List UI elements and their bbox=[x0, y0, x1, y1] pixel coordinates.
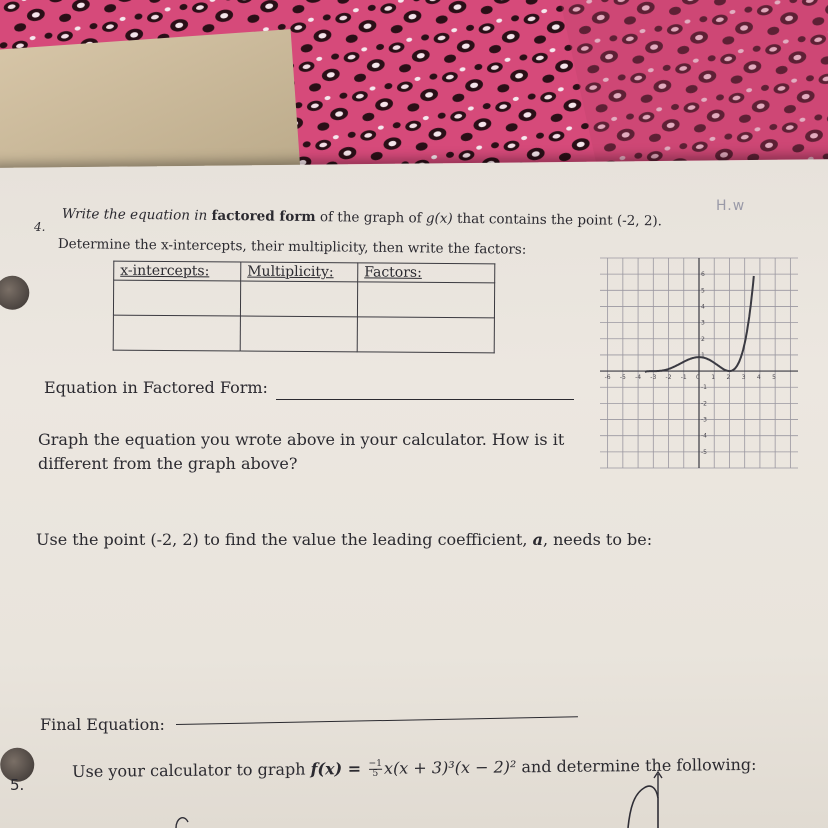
y-tick-label: 5 bbox=[701, 287, 705, 295]
question-number: 5. bbox=[10, 776, 25, 794]
handwritten-note: H.w bbox=[716, 198, 746, 214]
prompt-text: and determine the following: bbox=[516, 754, 757, 777]
calculator-question: Graph the equation you wrote above in your calculator. How is it different from the graph above? bbox=[38, 430, 565, 473]
y-tick-label: 3 bbox=[701, 319, 705, 327]
y-tick-label: 1 bbox=[701, 351, 705, 359]
table-row bbox=[113, 315, 494, 353]
y-tick-label: -5 bbox=[701, 448, 707, 456]
equation-answer-line[interactable] bbox=[276, 399, 574, 400]
table-cell[interactable] bbox=[357, 282, 494, 318]
x-tick-label: 2 bbox=[726, 374, 731, 382]
fraction-denominator: 5 bbox=[372, 768, 379, 779]
x-tick-label: 4 bbox=[756, 374, 761, 382]
fraction-numerator: −1 bbox=[368, 758, 382, 769]
prompt-emphasis: factored form bbox=[211, 207, 316, 226]
fraction bbox=[369, 760, 382, 779]
x-tick-labels bbox=[605, 374, 777, 381]
y-tick-label: -3 bbox=[701, 416, 707, 424]
coordinate-graph bbox=[596, 254, 802, 472]
table-header: Factors: bbox=[358, 263, 495, 283]
final-equation-label: Final Equation: bbox=[40, 715, 165, 734]
equation-label: Equation in Factored Form: bbox=[44, 378, 268, 397]
x-tick-label: -3 bbox=[650, 374, 657, 382]
intercepts-table bbox=[113, 261, 496, 354]
y-tick-label: 4 bbox=[701, 303, 705, 311]
table-row bbox=[113, 280, 494, 318]
coefficient-question bbox=[36, 530, 652, 549]
y-tick-label: -1 bbox=[701, 384, 707, 392]
coefficient-variable: a bbox=[532, 530, 543, 549]
x-tick-label: 1 bbox=[711, 374, 716, 382]
binder-hole bbox=[0, 276, 29, 310]
y-tick-label: 2 bbox=[701, 335, 705, 343]
function-name: g(x) bbox=[425, 210, 453, 227]
table-cell[interactable] bbox=[240, 281, 357, 317]
x-tick-label: 0 bbox=[696, 374, 700, 382]
question-4-instructions: Determine the x-intercepts, their multiplicity, then write the factors: bbox=[57, 236, 527, 258]
x-tick-label: -5 bbox=[619, 374, 626, 382]
y-tick-label: -4 bbox=[701, 432, 707, 440]
question-number: 4. bbox=[34, 220, 46, 234]
x-tick-label: -6 bbox=[604, 374, 611, 382]
y-tick-label: -2 bbox=[701, 400, 707, 408]
table-header: x-intercepts: bbox=[114, 261, 241, 281]
table-cell[interactable] bbox=[357, 317, 494, 353]
graph-axes bbox=[600, 258, 798, 468]
x-tick-label: -2 bbox=[665, 374, 672, 382]
function-name: f(x) = bbox=[310, 758, 367, 779]
prompt-text: Write the equation in bbox=[61, 206, 212, 224]
table-cell[interactable] bbox=[240, 316, 357, 352]
coefficient-question-text: , needs to be: bbox=[542, 530, 653, 549]
prompt-text: of the graph of bbox=[315, 209, 427, 227]
coefficient-question-text: Use the point (-2, 2) to find the value the leading coefficient, bbox=[36, 530, 533, 549]
function-expression: x(x + 3)³(x − 2)² bbox=[383, 757, 517, 778]
x-tick-label: -1 bbox=[680, 374, 687, 382]
table-header: Multiplicity: bbox=[241, 262, 358, 282]
hand-drawn-sketch bbox=[610, 768, 690, 828]
table-cell[interactable] bbox=[113, 280, 240, 316]
x-tick-label: -4 bbox=[635, 374, 642, 382]
y-tick-label: 6 bbox=[701, 271, 705, 279]
x-tick-label: 5 bbox=[772, 374, 776, 382]
y-tick-labels bbox=[701, 271, 707, 456]
prompt-text: that contains the point (-2, 2). bbox=[452, 210, 663, 230]
table-cell[interactable] bbox=[113, 315, 240, 351]
x-tick-label: 3 bbox=[741, 374, 746, 382]
prompt-text: Use your calculator to graph bbox=[72, 759, 311, 781]
hand-drawn-mark bbox=[172, 812, 192, 828]
